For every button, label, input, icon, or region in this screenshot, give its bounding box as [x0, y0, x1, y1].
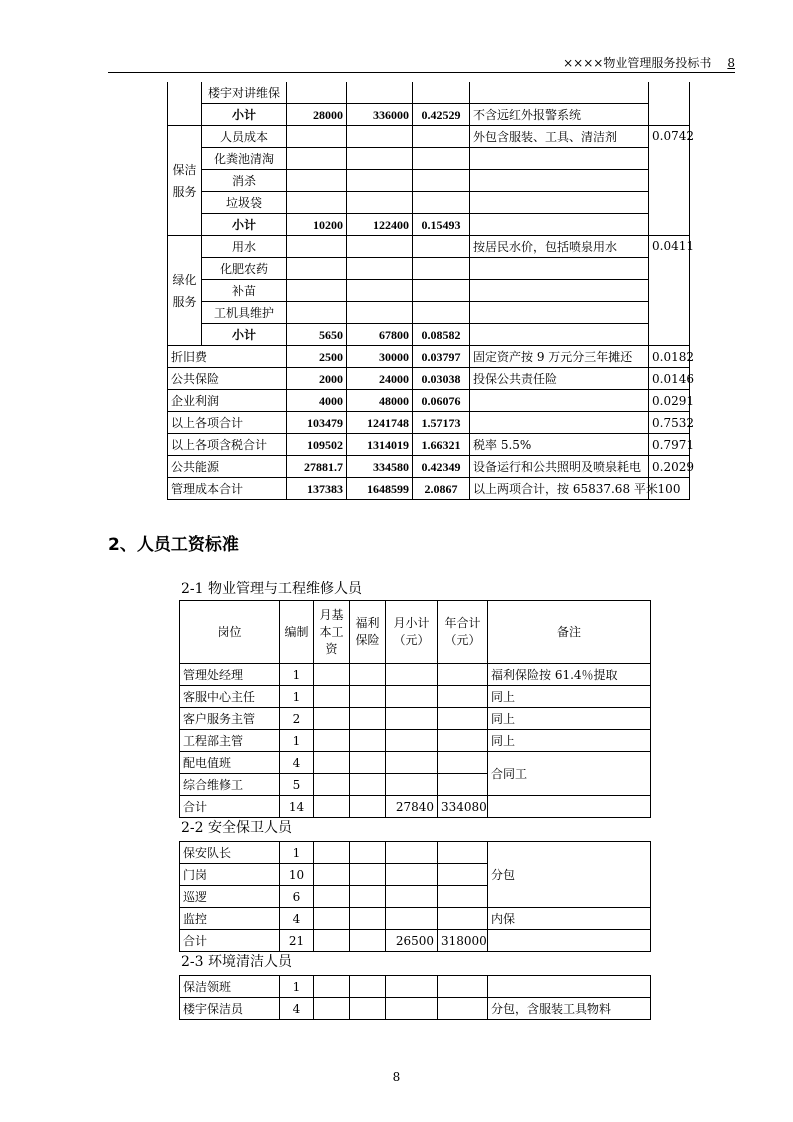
item-cell: 化粪池清淘 — [202, 148, 287, 170]
monthly-total-cell — [386, 730, 438, 752]
annual-total-cell: 334080 — [438, 796, 488, 818]
table-row — [168, 346, 690, 368]
column-header: 编制 — [280, 601, 314, 664]
monthly-cell — [287, 280, 347, 302]
table-row — [168, 192, 690, 214]
annual-total-cell — [438, 842, 488, 864]
note-cell — [470, 258, 649, 280]
note-cell — [470, 148, 649, 170]
table-row — [168, 368, 690, 390]
wage-table — [179, 975, 651, 1020]
table-row — [168, 170, 690, 192]
subtotal-label: 小计 — [202, 214, 287, 236]
monthly-cell: 103479 — [287, 412, 347, 434]
row-label: 管理成本合计 — [168, 478, 287, 500]
welfare-cell — [350, 886, 386, 908]
note-cell — [488, 976, 651, 998]
column-header: 月小计（元） — [386, 601, 438, 664]
monthly-total-cell: 26500 — [386, 930, 438, 952]
unit-cell: 0.15493 — [413, 214, 470, 236]
page-header — [108, 54, 735, 73]
post-cell: 保洁领班 — [180, 976, 280, 998]
base-wage-cell — [314, 752, 350, 774]
table-row — [168, 434, 690, 456]
table-row — [180, 708, 651, 730]
ratio-cell: 0.0146 — [649, 368, 690, 390]
table-row — [180, 730, 651, 752]
welfare-cell — [350, 976, 386, 998]
table-row — [168, 478, 690, 500]
cost-table — [167, 82, 694, 500]
base-wage-cell — [314, 886, 350, 908]
annual-total-cell — [438, 730, 488, 752]
post-cell: 管理处经理 — [180, 664, 280, 686]
monthly-cell: 2000 — [287, 368, 347, 390]
monthly-cell — [287, 170, 347, 192]
post-cell: 合计 — [180, 796, 280, 818]
post-cell: 门岗 — [180, 864, 280, 886]
monthly-cell: 109502 — [287, 434, 347, 456]
post-cell: 配电值班 — [180, 752, 280, 774]
count-cell: 21 — [280, 930, 314, 952]
table-row — [180, 796, 651, 818]
count-cell: 14 — [280, 796, 314, 818]
count-cell: 1 — [280, 842, 314, 864]
table-row — [180, 752, 651, 774]
welfare-cell — [350, 774, 386, 796]
unit-cell: 1.66321 — [413, 434, 470, 456]
note-cell — [470, 390, 649, 412]
base-wage-cell — [314, 864, 350, 886]
item-cell: 消杀 — [202, 170, 287, 192]
section-heading: 2、人员工资标准 — [108, 535, 239, 555]
monthly-cell — [287, 302, 347, 324]
welfare-cell — [350, 842, 386, 864]
wage-table — [179, 841, 651, 952]
welfare-cell — [350, 998, 386, 1020]
note-cell: 同上 — [488, 730, 651, 752]
unit-cell: 0.03797 — [413, 346, 470, 368]
annual-cell: 24000 — [347, 368, 413, 390]
annual-total-cell — [438, 886, 488, 908]
footer-page-number: 8 — [392, 1070, 401, 1084]
unit-cell: 0.03038 — [413, 368, 470, 390]
unit-cell: 0.06076 — [413, 390, 470, 412]
annual-total-cell — [438, 864, 488, 886]
annual-cell: 30000 — [347, 346, 413, 368]
unit-cell — [413, 236, 470, 258]
item-cell: 垃圾袋 — [202, 192, 287, 214]
note-cell — [470, 302, 649, 324]
annual-cell — [347, 236, 413, 258]
base-wage-cell — [314, 730, 350, 752]
welfare-cell — [350, 796, 386, 818]
table-row — [180, 998, 651, 1020]
unit-cell: 1.57173 — [413, 412, 470, 434]
item-cell: 工机具维护 — [202, 302, 287, 324]
row-label: 以上各项合计 — [168, 412, 287, 434]
post-cell: 客服中心主任 — [180, 686, 280, 708]
count-cell: 1 — [280, 686, 314, 708]
ratio-cell: 0.7532 — [649, 412, 690, 434]
column-header: 备注 — [488, 601, 651, 664]
base-wage-cell — [314, 976, 350, 998]
table-row — [180, 686, 651, 708]
table-caption: 2-2 安全保卫人员 — [181, 820, 292, 836]
table-row — [180, 976, 651, 998]
annual-cell: 1648599 — [347, 478, 413, 500]
count-cell: 1 — [280, 976, 314, 998]
row-label: 企业利润 — [168, 390, 287, 412]
annual-cell — [347, 258, 413, 280]
note-cell: 以上两项合计，按 65837.68 平米 — [470, 478, 649, 500]
count-cell: 10 — [280, 864, 314, 886]
welfare-cell — [350, 864, 386, 886]
table-row — [168, 258, 690, 280]
ratio-cell: 100 — [649, 478, 690, 500]
table-row — [180, 908, 651, 930]
monthly-total-cell — [386, 842, 438, 864]
table-row — [168, 126, 690, 148]
unit-cell — [413, 192, 470, 214]
item-cell: 楼宇对讲维保 — [202, 82, 287, 104]
monthly-cell — [287, 192, 347, 214]
note-cell — [470, 214, 649, 236]
unit-cell: 0.42349 — [413, 456, 470, 478]
base-wage-cell — [314, 930, 350, 952]
count-cell: 1 — [280, 664, 314, 686]
post-cell: 客户服务主管 — [180, 708, 280, 730]
table-row — [168, 302, 690, 324]
row-label: 折旧费 — [168, 346, 287, 368]
post-cell: 综合维修工 — [180, 774, 280, 796]
category-cell: 绿化服务 — [168, 236, 202, 346]
header-row — [180, 601, 651, 664]
table-row — [168, 456, 690, 478]
annual-total-cell — [438, 908, 488, 930]
monthly-cell — [287, 258, 347, 280]
note-cell: 设备运行和公共照明及喷泉耗电 — [470, 456, 649, 478]
row-label: 公共保险 — [168, 368, 287, 390]
post-cell: 巡逻 — [180, 886, 280, 908]
monthly-total-cell — [386, 774, 438, 796]
annual-cell — [347, 302, 413, 324]
unit-cell — [413, 126, 470, 148]
note-cell — [470, 82, 649, 104]
annual-cell — [347, 148, 413, 170]
annual-cell: 1241748 — [347, 412, 413, 434]
welfare-cell — [350, 730, 386, 752]
annual-cell: 336000 — [347, 104, 413, 126]
table-row — [168, 412, 690, 434]
welfare-cell — [350, 708, 386, 730]
column-header: 月基本工资 — [314, 601, 350, 664]
post-cell: 楼宇保洁员 — [180, 998, 280, 1020]
note-cell — [488, 796, 651, 818]
monthly-cell: 5650 — [287, 324, 347, 346]
annual-cell — [347, 280, 413, 302]
welfare-cell — [350, 664, 386, 686]
annual-total-cell — [438, 774, 488, 796]
monthly-cell — [287, 82, 347, 104]
monthly-total-cell — [386, 864, 438, 886]
annual-total-cell — [438, 664, 488, 686]
table-caption: 2-3 环境清洁人员 — [181, 954, 292, 970]
ratio-cell: 0.0291 — [649, 390, 690, 412]
table-row — [168, 280, 690, 302]
count-cell: 1 — [280, 730, 314, 752]
base-wage-cell — [314, 796, 350, 818]
subtotal-row — [168, 104, 690, 126]
base-wage-cell — [314, 774, 350, 796]
subtotal-row — [168, 324, 690, 346]
annual-cell — [347, 82, 413, 104]
annual-cell: 1314019 — [347, 434, 413, 456]
note-cell: 同上 — [488, 708, 651, 730]
welfare-cell — [350, 908, 386, 930]
annual-cell: 334580 — [347, 456, 413, 478]
table-row — [168, 390, 690, 412]
annual-cell: 122400 — [347, 214, 413, 236]
annual-total-cell — [438, 752, 488, 774]
unit-cell: 0.42529 — [413, 104, 470, 126]
annual-cell — [347, 126, 413, 148]
unit-cell: 2.0867 — [413, 478, 470, 500]
post-cell: 保安队长 — [180, 842, 280, 864]
count-cell: 6 — [280, 886, 314, 908]
unit-cell — [413, 302, 470, 324]
subtotal-row — [168, 214, 690, 236]
note-cell — [470, 280, 649, 302]
monthly-total-cell — [386, 998, 438, 1020]
column-header: 岗位 — [180, 601, 280, 664]
monthly-total-cell — [386, 908, 438, 930]
monthly-total-cell — [386, 708, 438, 730]
note-cell: 分包 — [488, 842, 651, 908]
unit-cell — [413, 82, 470, 104]
unit-cell — [413, 280, 470, 302]
base-wage-cell — [314, 998, 350, 1020]
annual-total-cell — [438, 708, 488, 730]
count-cell: 4 — [280, 752, 314, 774]
table-row — [168, 148, 690, 170]
monthly-cell: 4000 — [287, 390, 347, 412]
note-cell: 按居民水价，包括喷泉用水 — [470, 236, 649, 258]
table-row — [168, 236, 690, 258]
table-row — [180, 842, 651, 864]
ratio-cell: 0.0182 — [649, 346, 690, 368]
base-wage-cell — [314, 708, 350, 730]
base-wage-cell — [314, 686, 350, 708]
document-title: ××××物业管理服务投标书 — [563, 56, 712, 70]
row-label: 公共能源 — [168, 456, 287, 478]
subtotal-label: 小计 — [202, 104, 287, 126]
base-wage-cell — [314, 842, 350, 864]
monthly-total-cell — [386, 664, 438, 686]
item-cell: 人员成本 — [202, 126, 287, 148]
note-cell: 税率 5.5% — [470, 434, 649, 456]
note-cell: 内保 — [488, 908, 651, 930]
monthly-total-cell — [386, 752, 438, 774]
post-cell: 监控 — [180, 908, 280, 930]
annual-total-cell — [438, 686, 488, 708]
note-cell: 同上 — [488, 686, 651, 708]
welfare-cell — [350, 752, 386, 774]
note-cell: 合同工 — [488, 752, 651, 796]
count-cell: 2 — [280, 708, 314, 730]
note-cell — [488, 930, 651, 952]
note-cell — [470, 324, 649, 346]
monthly-total-cell — [386, 686, 438, 708]
ratio-cell: 0.2029 — [649, 456, 690, 478]
annual-total-cell: 318000 — [438, 930, 488, 952]
post-cell: 合计 — [180, 930, 280, 952]
monthly-cell: 28000 — [287, 104, 347, 126]
monthly-cell — [287, 236, 347, 258]
ratio-cell — [649, 82, 690, 126]
note-cell — [470, 412, 649, 434]
monthly-cell: 2500 — [287, 346, 347, 368]
note-cell: 不含远红外报警系统 — [470, 104, 649, 126]
category-cell: 保洁服务 — [168, 126, 202, 236]
ratio-cell: 0.7971 — [649, 434, 690, 456]
welfare-cell — [350, 930, 386, 952]
monthly-cell: 137383 — [287, 478, 347, 500]
ratio-cell: 0.0742 — [649, 126, 690, 236]
annual-cell — [347, 192, 413, 214]
monthly-cell — [287, 148, 347, 170]
count-cell: 4 — [280, 908, 314, 930]
base-wage-cell — [314, 908, 350, 930]
note-cell — [470, 170, 649, 192]
note-cell: 分包，含服装工具物料 — [488, 998, 651, 1020]
table-row — [180, 664, 651, 686]
count-cell: 4 — [280, 998, 314, 1020]
subtotal-label: 小计 — [202, 324, 287, 346]
annual-cell: 48000 — [347, 390, 413, 412]
wage-table — [179, 600, 651, 818]
note-cell: 投保公共责任险 — [470, 368, 649, 390]
note-cell: 固定资产按 9 万元分三年摊还 — [470, 346, 649, 368]
unit-cell: 0.08582 — [413, 324, 470, 346]
base-wage-cell — [314, 664, 350, 686]
table-row — [168, 82, 690, 104]
note-cell — [470, 192, 649, 214]
table-caption: 2-1 物业管理与工程维修人员 — [181, 581, 362, 597]
count-cell: 5 — [280, 774, 314, 796]
monthly-total-cell — [386, 886, 438, 908]
post-cell: 工程部主管 — [180, 730, 280, 752]
item-cell: 化肥农药 — [202, 258, 287, 280]
table-row — [180, 930, 651, 952]
annual-cell — [347, 170, 413, 192]
unit-cell — [413, 258, 470, 280]
column-header: 年合计（元） — [438, 601, 488, 664]
annual-total-cell — [438, 976, 488, 998]
note-cell: 福利保险按 61.4％提取 — [488, 664, 651, 686]
monthly-total-cell: 27840 — [386, 796, 438, 818]
column-header: 福利保险 — [350, 601, 386, 664]
welfare-cell — [350, 686, 386, 708]
header-page-number: 8 — [727, 56, 735, 70]
category-cell — [168, 82, 202, 126]
annual-cell: 67800 — [347, 324, 413, 346]
note-cell: 外包含服装、工具、清洁剂 — [470, 126, 649, 148]
row-label: 以上各项含税合计 — [168, 434, 287, 456]
monthly-total-cell — [386, 976, 438, 998]
ratio-cell: 0.0411 — [649, 236, 690, 346]
monthly-cell: 27881.7 — [287, 456, 347, 478]
unit-cell — [413, 148, 470, 170]
annual-total-cell — [438, 998, 488, 1020]
monthly-cell — [287, 126, 347, 148]
monthly-cell: 10200 — [287, 214, 347, 236]
item-cell: 用水 — [202, 236, 287, 258]
unit-cell — [413, 170, 470, 192]
item-cell: 补苗 — [202, 280, 287, 302]
